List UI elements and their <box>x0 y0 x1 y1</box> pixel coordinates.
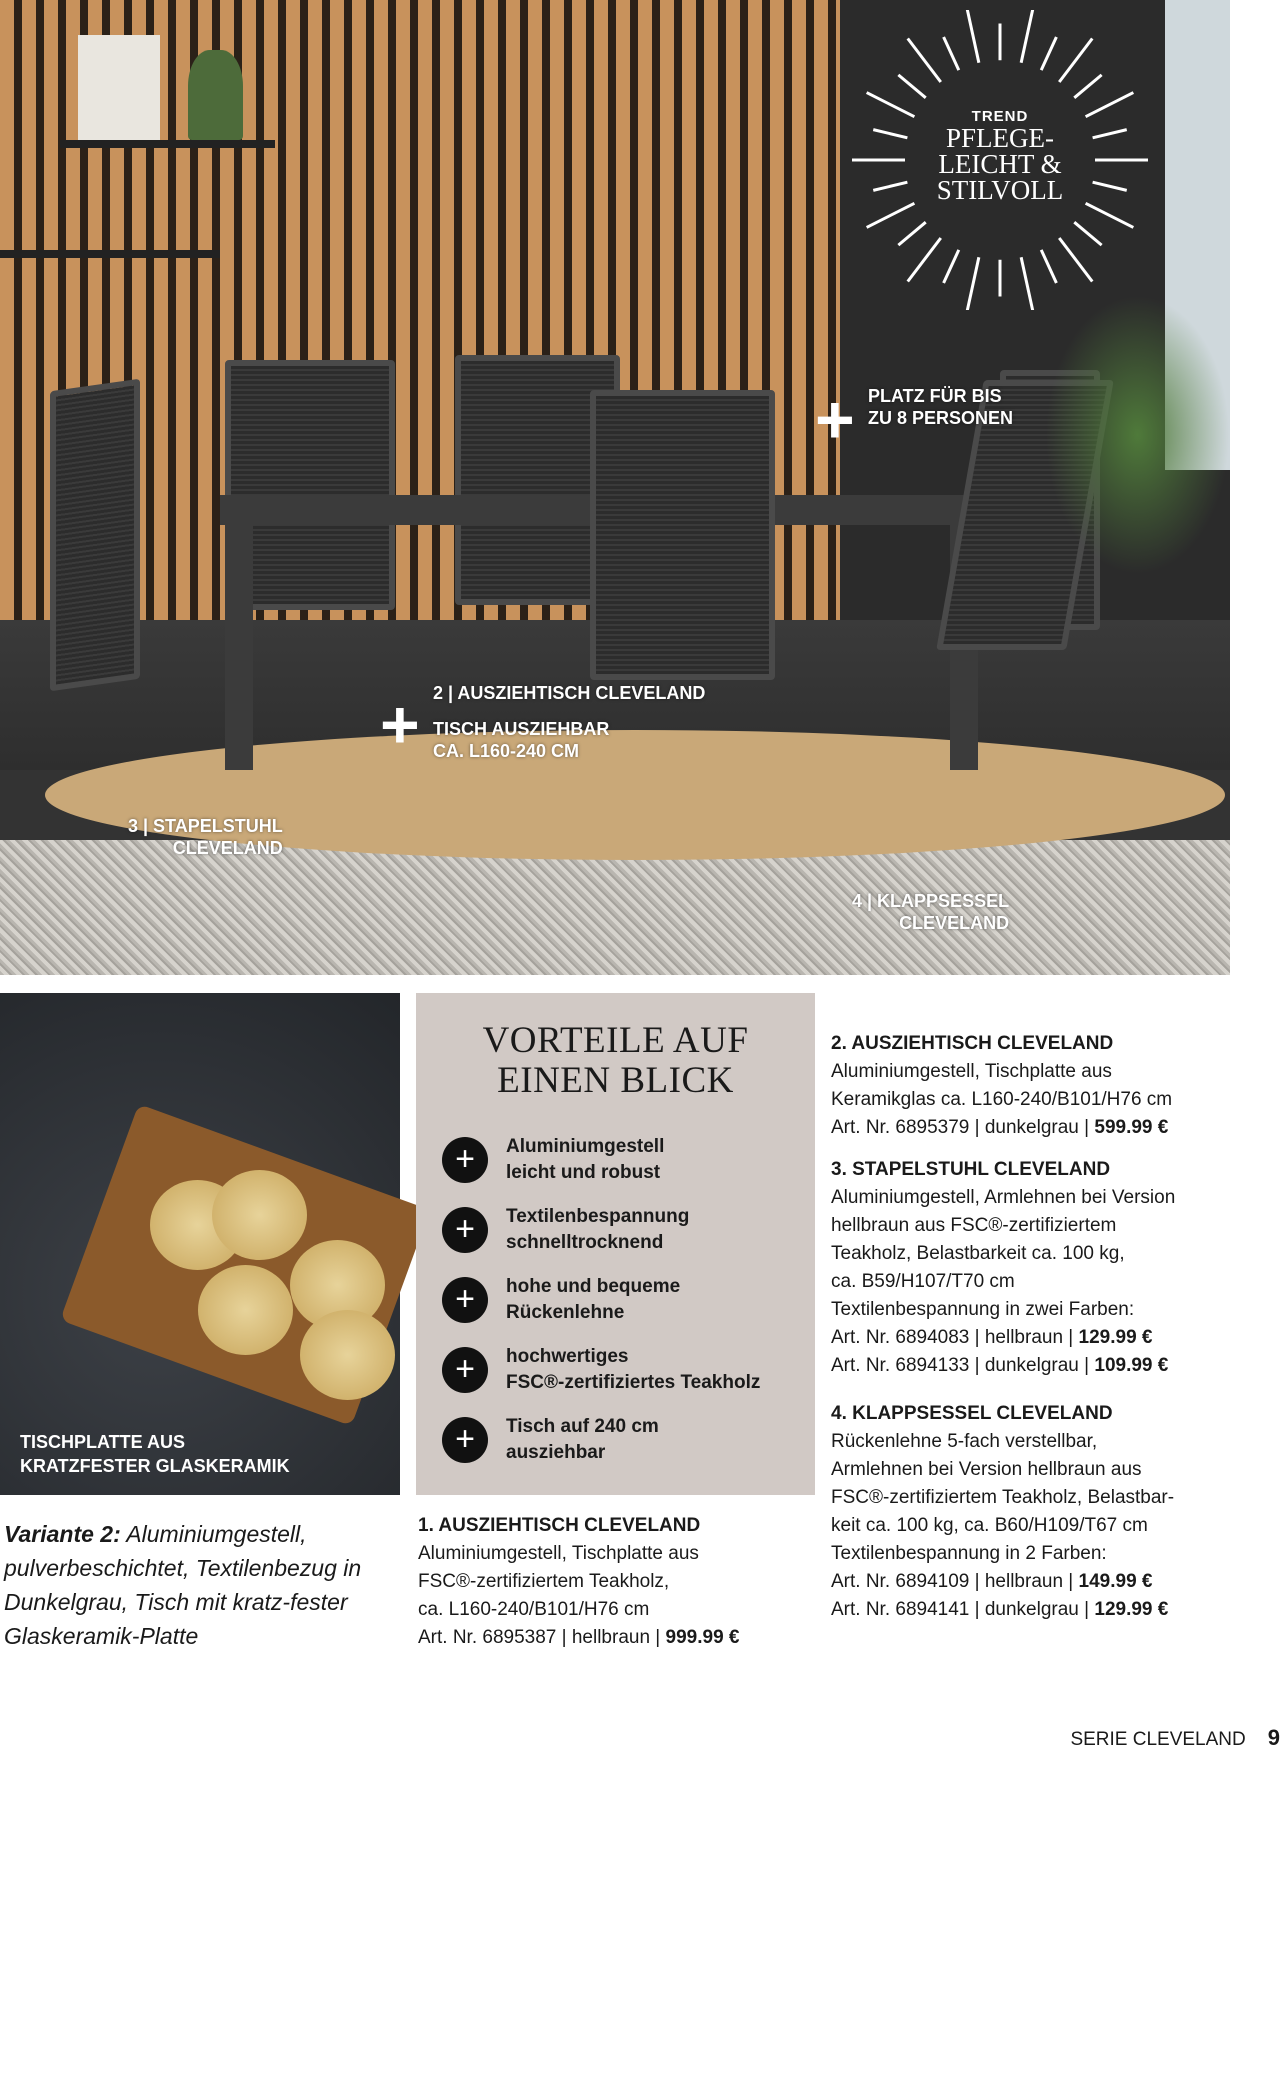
benefit-item <box>442 1335 815 1405</box>
benefit-text <box>506 1274 680 1326</box>
callout-folding-chair <box>852 890 1009 934</box>
badge-kicker: TREND <box>971 108 1029 125</box>
badge-line: PFLEGE- <box>946 123 1054 153</box>
benefit-line: hochwertiges <box>506 1346 629 1367</box>
bread <box>198 1265 293 1355</box>
product-block <box>831 1030 1271 1142</box>
benefit-text <box>506 1414 659 1466</box>
price: 999.99 € <box>665 1627 740 1648</box>
ray <box>1021 10 1033 63</box>
shelf <box>60 140 275 148</box>
title-line: VORTEILE AUF <box>482 1020 749 1061</box>
product-variant <box>831 1352 1271 1380</box>
product-variant <box>831 1114 1271 1142</box>
ray <box>898 222 925 245</box>
product-spec: Aluminiumgestell, Armlehnen bei Version <box>831 1187 1176 1208</box>
badge-line: STILVOLL <box>936 175 1064 205</box>
price: 149.99 € <box>1078 1571 1153 1592</box>
price: 109.99 € <box>1094 1355 1169 1376</box>
variant-label: Variante 2: <box>4 1521 121 1547</box>
picture-frame <box>78 35 160 140</box>
product-column <box>831 1030 1271 1624</box>
product-spec: Textilenbespannung in 2 Farben: <box>831 1543 1107 1564</box>
product-column <box>418 1512 818 1652</box>
ray <box>1074 75 1101 98</box>
ray <box>1059 238 1092 282</box>
table-leg <box>225 520 253 770</box>
callout-seats <box>868 385 1013 429</box>
benefit-line: hohe und bequeme <box>506 1276 681 1297</box>
product-spec: FSC®-zertifiziertem Teakholz, Belastbar- <box>831 1487 1175 1508</box>
ray <box>944 250 959 283</box>
benefit-text <box>506 1204 689 1256</box>
callout-line: 4 | KLAPPSESSEL <box>852 891 1010 911</box>
product-spec: hellbraun aus FSC®-zertifiziertem <box>831 1215 1117 1236</box>
plus-circle-icon: + <box>442 1347 488 1393</box>
price: 129.99 € <box>1094 1599 1169 1620</box>
product-block <box>418 1512 818 1652</box>
ray <box>1021 257 1033 310</box>
ray <box>944 37 959 70</box>
page-footer <box>1070 1725 1280 1751</box>
plus-circle-icon: + <box>442 1137 488 1183</box>
ray <box>1041 250 1056 283</box>
benefit-line: ausziehbar <box>506 1442 606 1463</box>
product-spec: Teakholz, Belastbarkeit ca. 100 kg, <box>831 1243 1125 1264</box>
product-title: 3. STAPELSTUHL CLEVELAND <box>831 1159 1111 1180</box>
callout-title: 2 | AUSZIEHTISCH CLEVELAND <box>433 683 706 703</box>
product-variant <box>831 1596 1271 1624</box>
product-variant <box>831 1568 1271 1596</box>
bread <box>212 1170 307 1260</box>
ray <box>867 203 915 227</box>
product-spec: Keramikglas ca. L160-240/B101/H76 cm <box>831 1089 1173 1110</box>
benefit-line: Textilenbespannung <box>506 1206 690 1227</box>
variant-text <box>4 1517 404 1653</box>
product-spec: Textilenbespannung in zwei Farben: <box>831 1299 1135 1320</box>
product-spec: Aluminiumgestell, Tischplatte aus <box>418 1543 699 1564</box>
article-number: Art. Nr. 6894083 | hellbraun | <box>831 1327 1079 1348</box>
title-line: EINEN BLICK <box>497 1060 734 1101</box>
bread <box>300 1310 395 1400</box>
ray <box>898 75 925 98</box>
caption-line: TISCHPLATTE AUS <box>20 1432 185 1452</box>
benefits-box <box>416 993 815 1495</box>
benefit-line: FSC®-zertifiziertes Teakholz <box>506 1372 761 1393</box>
benefit-item <box>442 1125 815 1195</box>
ray <box>908 238 941 282</box>
article-number: Art. Nr. 6894109 | hellbraun | <box>831 1571 1079 1592</box>
benefits-title <box>416 1021 815 1101</box>
callout-line: CLEVELAND <box>172 838 283 858</box>
ray <box>1059 39 1092 83</box>
callout-line: ZU 8 PERSONEN <box>868 408 1014 428</box>
ray <box>1041 37 1056 70</box>
wine-glass <box>195 1986 275 2096</box>
benefit-item <box>442 1195 815 1265</box>
plus-icon: + <box>815 382 855 458</box>
article-number: Art. Nr. 6895379 | dunkelgrau | <box>831 1117 1095 1138</box>
callout-line: PLATZ FÜR BIS <box>868 386 1002 406</box>
variant-description: Aluminiumgestell, pulverbeschichtet, Textilenbezug in Dunkelgrau, Tisch mit kratz-fester Glaskeramik-Platte <box>4 1521 362 1649</box>
benefit-line: Tisch auf 240 cm <box>506 1416 659 1437</box>
benefit-item <box>442 1405 815 1475</box>
ray <box>967 10 979 63</box>
product-spec: ca. L160-240/B101/H76 cm <box>418 1599 650 1620</box>
benefit-line: Rückenlehne <box>506 1302 625 1323</box>
trend-badge <box>870 108 1130 203</box>
page-number: 9 <box>1267 1725 1280 1750</box>
callout-line: CLEVELAND <box>899 913 1010 933</box>
price: 599.99 € <box>1094 1117 1169 1138</box>
callout-table <box>433 682 705 762</box>
benefit-line: leicht und robust <box>506 1162 661 1183</box>
wine-glass <box>290 1986 370 2096</box>
plant <box>188 50 243 140</box>
product-spec: keit ca. 100 kg, ca. B60/H109/T67 cm <box>831 1515 1148 1536</box>
product-variant <box>831 1324 1271 1352</box>
plus-icon: + <box>380 687 420 763</box>
badge-line: LEICHT & <box>938 149 1062 179</box>
plus-circle-icon: + <box>442 1277 488 1323</box>
product-spec: Armlehnen bei Version hellbraun aus <box>831 1459 1142 1480</box>
benefit-text <box>506 1134 664 1186</box>
hero-photo <box>0 0 1230 975</box>
gravel <box>0 840 1230 975</box>
product-spec: FSC®-zertifiziertem Teakholz, <box>418 1571 670 1592</box>
plus-circle-icon: + <box>442 1417 488 1463</box>
benefit-text <box>506 1344 760 1396</box>
product-block <box>831 1400 1271 1624</box>
benefit-line: Aluminiumgestell <box>506 1136 665 1157</box>
series-name: SERIE CLEVELAND <box>1070 1729 1246 1750</box>
product-spec: Aluminiumgestell, Tischplatte aus <box>831 1061 1112 1082</box>
shelf <box>0 250 220 258</box>
article-number: Art. Nr. 6894141 | dunkelgrau | <box>831 1599 1095 1620</box>
callout-line: 3 | STAPELSTUHL <box>128 816 283 836</box>
product-spec: Rückenlehne 5-fach verstellbar, <box>831 1431 1098 1452</box>
plus-circle-icon: + <box>442 1207 488 1253</box>
article-number: Art. Nr. 6894133 | dunkelgrau | <box>831 1355 1095 1376</box>
price: 129.99 € <box>1078 1327 1153 1348</box>
ray <box>1074 222 1101 245</box>
folding-chair <box>590 390 775 680</box>
photo-caption <box>20 1430 290 1478</box>
product-title: 4. KLAPPSESSEL CLEVELAND <box>831 1403 1113 1424</box>
chair <box>50 379 140 692</box>
product-title: 2. AUSZIEHTISCH CLEVELAND <box>831 1033 1114 1054</box>
callout-stack-chair <box>128 815 283 859</box>
benefit-item <box>442 1265 815 1335</box>
benefit-line: schnelltrocknend <box>506 1232 664 1253</box>
callout-line: TISCH AUSZIEHBAR <box>433 719 610 739</box>
ray <box>967 257 979 310</box>
product-block <box>831 1156 1271 1380</box>
product-variant <box>418 1624 818 1652</box>
ray <box>1086 203 1134 227</box>
product-spec: ca. B59/H107/T70 cm <box>831 1271 1015 1292</box>
ray <box>908 39 941 83</box>
product-title: 1. AUSZIEHTISCH CLEVELAND <box>418 1515 701 1536</box>
caption-line: KRATZFESTER GLASKERAMIK <box>20 1456 290 1476</box>
article-number: Art. Nr. 6895387 | hellbraun | <box>418 1627 666 1648</box>
callout-line: CA. L160-240 CM <box>433 741 580 761</box>
plant <box>1045 295 1230 575</box>
